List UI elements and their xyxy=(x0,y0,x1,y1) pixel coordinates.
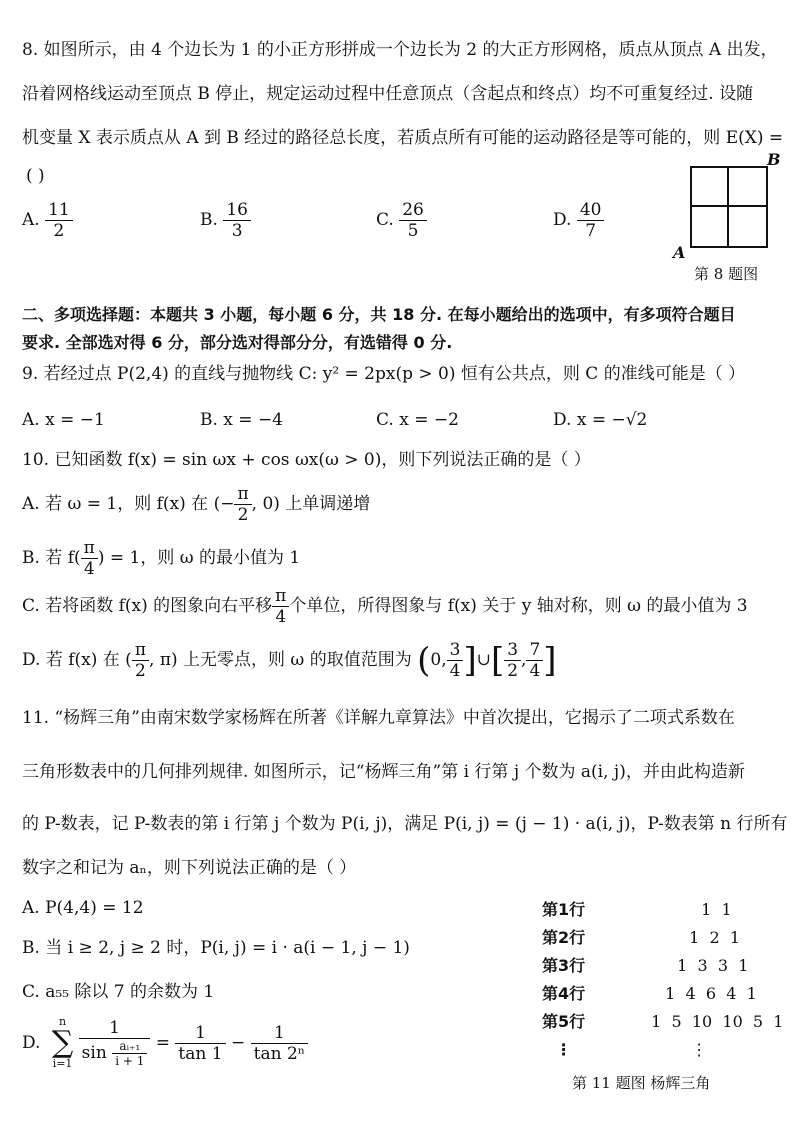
fraction: $\frac{7}{4}$ xyxy=(526,640,543,681)
triangle-row: 第2行 1 2 1 xyxy=(542,928,741,947)
text: D. 若 f(x) 在 ( xyxy=(22,650,132,670)
q10-option-d: D. 若 f(x) 在 ( $\frac{\pi}{2}$ , π) 上无零点，则 ω 的取值范围为 (0, $\frac{3}{4}$ ]∪[ $\frac{3}{2}$ , $\frac{7}{4}$ ] xyxy=(22,640,557,681)
q10-option-b xyxy=(22,538,300,579)
fraction: $\frac{\pi}{2}$ xyxy=(234,484,251,525)
fraction: $\frac{\pi}{2}$ xyxy=(132,640,149,681)
q8-option-d xyxy=(553,200,604,241)
text: ) = 1，则 ω 的最小值为 1 xyxy=(97,548,301,568)
text: , 0) 上单调递增 xyxy=(251,494,371,514)
summation: n ∑ i=1 xyxy=(51,1015,74,1070)
fraction: $\frac{40}{7}$ xyxy=(577,200,605,241)
section2-heading-line1: 二、多项选择题：本题共 3 小题，每小题 6 分，共 18 分. 在每小题给出的选项中，有多项符合题目 xyxy=(22,305,736,324)
q10-stem: 10. 已知函数 f(x) = sin ωx + cos ωx(ω > 0)，则下列说法正确的是（ ） xyxy=(22,450,591,470)
fraction: $\frac{16}{3}$ xyxy=(223,200,251,241)
q8-vertex-b-label: B xyxy=(767,150,781,169)
q8-line1: 8. 如图所示，由 4 个边长为 1 的小正方形拼成一个边长为 2 的大正方形网格，质点从顶点 A 出发， xyxy=(22,40,778,60)
triangle-ellipsis-row: ⋮ ⋮ xyxy=(555,1040,708,1059)
triangle-row: 第3行 1 3 3 1 xyxy=(542,956,749,975)
fraction: $\frac{3}{4}$ xyxy=(447,640,464,681)
q8-paren: ( ) xyxy=(26,166,45,186)
q8-option-b xyxy=(200,200,251,241)
triangle-row: 第5行 1 5 10 10 5 1 xyxy=(542,1012,784,1031)
section2-heading-line2: 要求. 全部选对得 6 分，部分选对得部分分，有选错得 0 分. xyxy=(22,333,453,352)
text: 0, xyxy=(430,650,447,670)
grid-mid-horizontal xyxy=(692,205,766,207)
q8-line2: 沿着网格线运动至顶点 B 停止，规定运动过程中任意顶点（含起点和终点）均不可重复经过. 设随 xyxy=(22,84,754,104)
fraction: $\frac{\pi}{4}$ xyxy=(272,586,289,627)
q9-option-b: B. x = −4 xyxy=(200,410,283,430)
q11-option-b: B. 当 i ≥ 2, j ≥ 2 时，P(i, j) = i · a(i − 1, j − 1) xyxy=(22,938,410,958)
triangle-row: 第4行 1 4 6 4 1 xyxy=(542,984,757,1003)
text: , π) 上无零点，则 ω 的取值范围为 xyxy=(149,650,412,670)
q11-line2: 三角形数表中的几何排列规律. 如图所示，记“杨辉三角”第 i 行第 j 个数为 a(i, j)，并由此构造新 xyxy=(22,762,745,782)
q10-option-a xyxy=(22,484,370,525)
q10-option-c xyxy=(22,586,748,627)
option-label: A. xyxy=(22,210,40,230)
q11-line1: 11. “杨辉三角”由南宋数学家杨辉在所著《详解九章算法》中首次提出，它揭示了二项式系数在 xyxy=(22,708,735,728)
option-label: D. xyxy=(553,210,572,230)
option-label: D. xyxy=(22,1033,41,1053)
q9-option-c: C. x = −2 xyxy=(376,410,459,430)
q8-line3: 机变量 X 表示质点从 A 到 B 经过的路径总长度，若质点所有可能的运动路径是等可能的，则 E(X) = xyxy=(22,128,784,148)
q8-figure-caption: 第 8 题图 xyxy=(694,265,759,283)
q8-grid-figure xyxy=(690,166,768,248)
text: C. 若将函数 f(x) 的图象向右平移 xyxy=(22,596,273,616)
triangle-row: 第1行 1 1 xyxy=(542,900,732,919)
fraction: $\frac{11}{2}$ xyxy=(45,200,73,241)
text: B. 若 f( xyxy=(22,548,81,568)
q11-option-c: C. a₅₅ 除以 7 的余数为 1 xyxy=(22,982,215,1002)
q8-vertex-a-label: A xyxy=(673,243,686,262)
q11-option-d: D. n ∑ i=1 1 sin $\frac{\text{aᵢ₊₁}}{i + 1}$ = $\frac{1}{\tan 1}$ − $\frac{1}{\text{tan 2ⁿ}}$ xyxy=(22,1016,308,1070)
yanghui-triangle xyxy=(536,896,789,1064)
fraction: 1 sin $\frac{\text{aᵢ₊₁}}{i + 1}$ xyxy=(79,1018,151,1068)
q11-line3: 的 P-数表，记 P-数表的第 i 行第 j 个数为 P(i, j)，满足 P(i, j) = (j − 1) · a(i, j)，P-数表第 n 行所有 xyxy=(22,814,788,834)
q11-line4: 数字之和记为 aₙ，则下列说法正确的是（ ） xyxy=(22,858,357,878)
fraction: $\frac{1}{\text{tan 2ⁿ}}$ xyxy=(251,1023,309,1064)
option-label: C. xyxy=(376,210,394,230)
fraction: $\frac{\pi}{4}$ xyxy=(81,538,98,579)
fraction: $\frac{26}{5}$ xyxy=(399,200,427,241)
fraction: $\frac{3}{2}$ xyxy=(504,640,521,681)
q9-stem: 9. 若经过点 P(2,4) 的直线与抛物线 C: y² = 2px(p > 0) 恒有公共点，则 C 的准线可能是（ ） xyxy=(22,364,746,384)
q9-option-a: A. x = −1 xyxy=(22,410,105,430)
q9-option-d: D. x = −√2 xyxy=(553,410,648,430)
grid-mid-vertical xyxy=(727,168,729,246)
option-label: B. xyxy=(200,210,218,230)
q11-option-a: A. P(4,4) = 12 xyxy=(22,898,144,918)
q8-option-c xyxy=(376,200,427,241)
text: A. 若 ω = 1，则 f(x) 在 (− xyxy=(22,494,235,514)
fraction: $\frac{1}{\tan 1}$ xyxy=(175,1023,225,1064)
q8-option-a xyxy=(22,200,73,241)
text: 个单位，所得图象与 f(x) 关于 y 轴对称，则 ω 的最小值为 3 xyxy=(289,596,748,616)
q11-figure-caption: 第 11 题图 杨辉三角 xyxy=(572,1074,711,1092)
union-symbol: ∪ xyxy=(476,650,491,670)
